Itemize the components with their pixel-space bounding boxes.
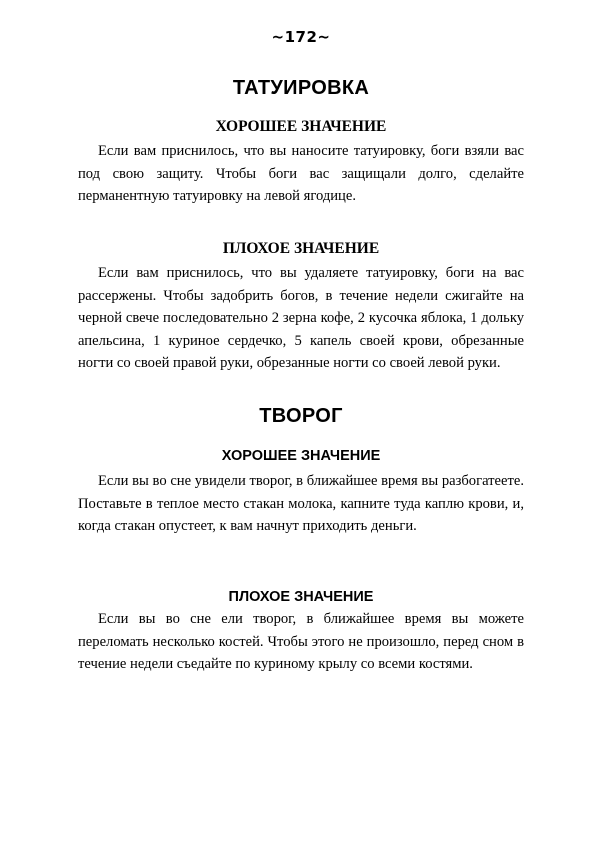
bad-meaning-heading: ПЛОХОЕ ЗНАЧЕНИЕ	[222, 240, 380, 257]
good-meaning-text: Если вы во сне увидели творог, в ближайшее время вы разбогатеете. Поставьте в теплое место стакан молока, капните туда каплю крови, и, когда стакан опустеет, к вам начнут приходить деньги.	[78, 473, 524, 535]
page-number: ~172~	[271, 28, 331, 46]
entry-title-tattoo: ТАТУИРОВКА	[232, 77, 370, 99]
bad-meaning-text: Если вам приснилось, что вы удаляете татуировку, боги на вас рассержены. Чтобы задобрить богов, в течение недели сжигайте на черной свече последовательно 2 зерна кофе, 2 кусочка яблока, 1 дольку апельсина, 1 куриное сердечко, 5 капель своей крови, обрезанные ногти со своей правой руки, обрезанные ногти со своей левой руки.	[78, 265, 524, 372]
bad-meaning-text: Если вы во сне ели творог, в ближайшее время вы можете переломать несколько костей. Чтобы этого не произошло, перед сном в течение недели съедайте по куриному крылу со всеми костями.	[78, 611, 524, 673]
good-meaning-text: Если вам приснилось, что вы наносите татуировку, боги взяли вас под свою защиту. Чтобы боги вас защищали долго, сделайте перманентную татуировку на левой ягодице.	[78, 143, 524, 205]
bad-meaning-heading: ПЛОХОЕ ЗНАЧЕНИЕ	[228, 589, 374, 605]
good-meaning-heading: ХОРОШЕЕ ЗНАЧЕНИЕ	[215, 118, 387, 135]
good-meaning-heading: ХОРОШЕЕ ЗНАЧЕНИЕ	[221, 448, 381, 464]
entry-title-curd: ТВОРОГ	[259, 405, 343, 427]
